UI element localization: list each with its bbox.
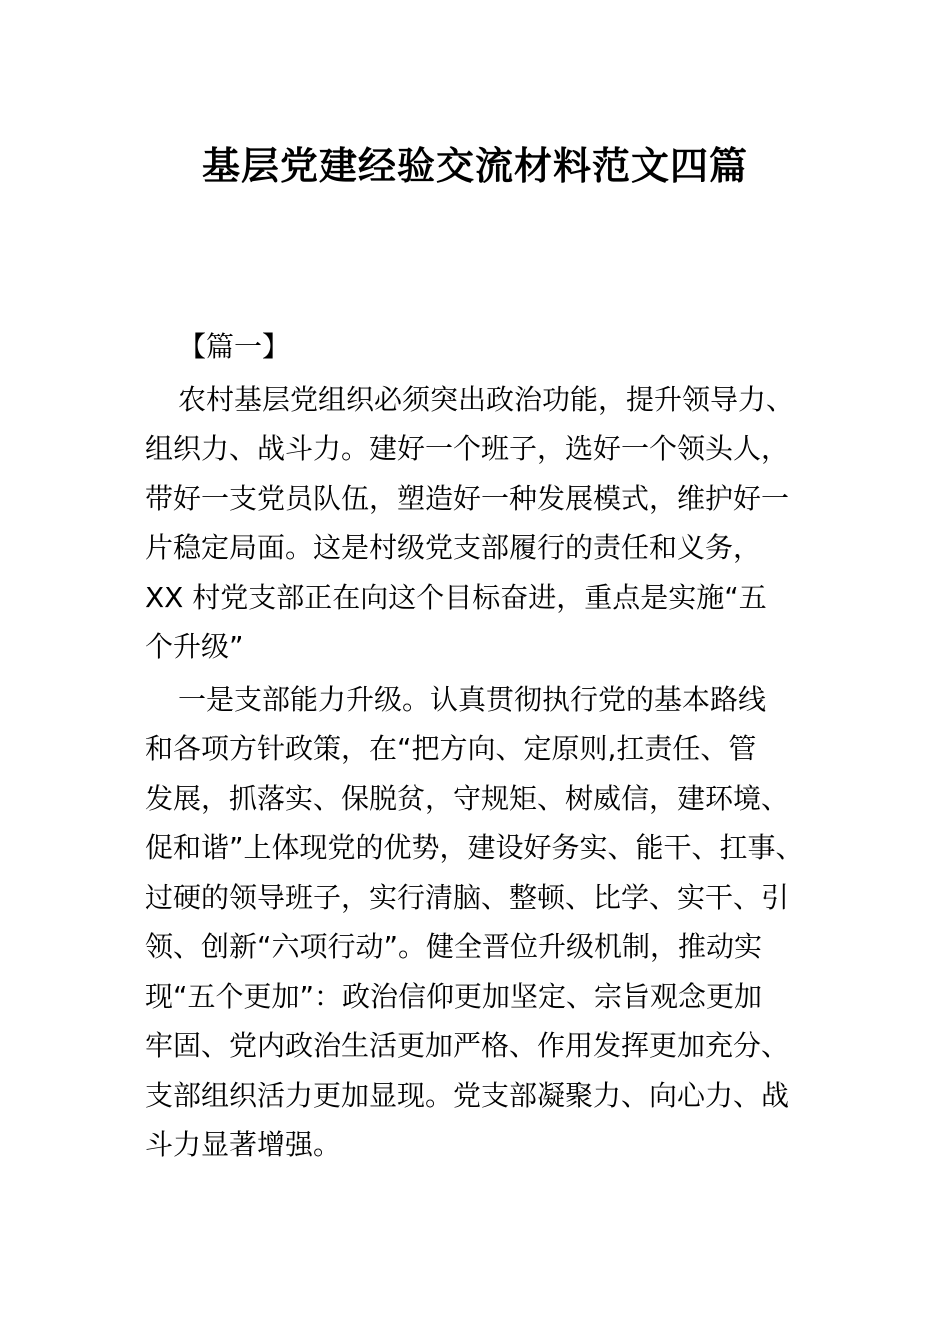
paragraph-line: 片稳定局面。这是村级党支部履行的责任和义务， <box>145 531 762 564</box>
paragraph-line: 个升级” <box>145 630 244 663</box>
paragraph-line: 牢固、党内政治生活更加严格、作用发挥更加充分、 <box>145 1029 790 1062</box>
document-body <box>145 322 810 1170</box>
paragraph-line: 发展，抓落实、保脱贫，守规矩、树威信，建环境、 <box>145 781 790 815</box>
paragraph-line: 过硬的领导班子，实行清脑、整顿、比学、实干、引 <box>145 880 790 914</box>
paragraph-line: 农村基层党组织必须突出政治功能，提升领导力、 <box>178 382 795 416</box>
section-heading: 【篇一】 <box>178 330 291 363</box>
paragraph-line: 一是支部能力升级。认真贯彻执行党的基本路线 <box>178 682 767 716</box>
paragraph-line: 支部组织活力更加显现。党支部凝聚力、向心力、战 <box>145 1078 790 1112</box>
paragraph-line: 领、创新“六项行动”。健全晋位升级机制，推动实 <box>145 930 763 963</box>
paragraph-2 <box>145 675 810 1170</box>
document-title: 基层党建经验交流材料范文四篇 <box>201 144 748 188</box>
paragraph-line: 斗力显著增强。 <box>145 1128 342 1161</box>
paragraph-line: XX 村党支部正在向这个目标奋进，重点是实施“五 <box>145 580 767 614</box>
paragraph-line: 现“五个更加”：政治信仰更加坚定、宗旨观念更加 <box>145 979 763 1013</box>
paragraph-line: 组织力、战斗力。建好一个班子，选好一个领头人， <box>145 432 790 465</box>
paragraph-line: 和各项方针政策，在“把方向、定原则,扛责任、管 <box>145 732 757 765</box>
paragraph-line: 带好一支党员队伍，塑造好一种发展模式，维护好一 <box>145 481 790 515</box>
paragraph-line: 促和谐”上体现党的优势，建设好务实、能干、扛事、 <box>145 831 804 864</box>
paragraph-1 <box>145 375 810 672</box>
